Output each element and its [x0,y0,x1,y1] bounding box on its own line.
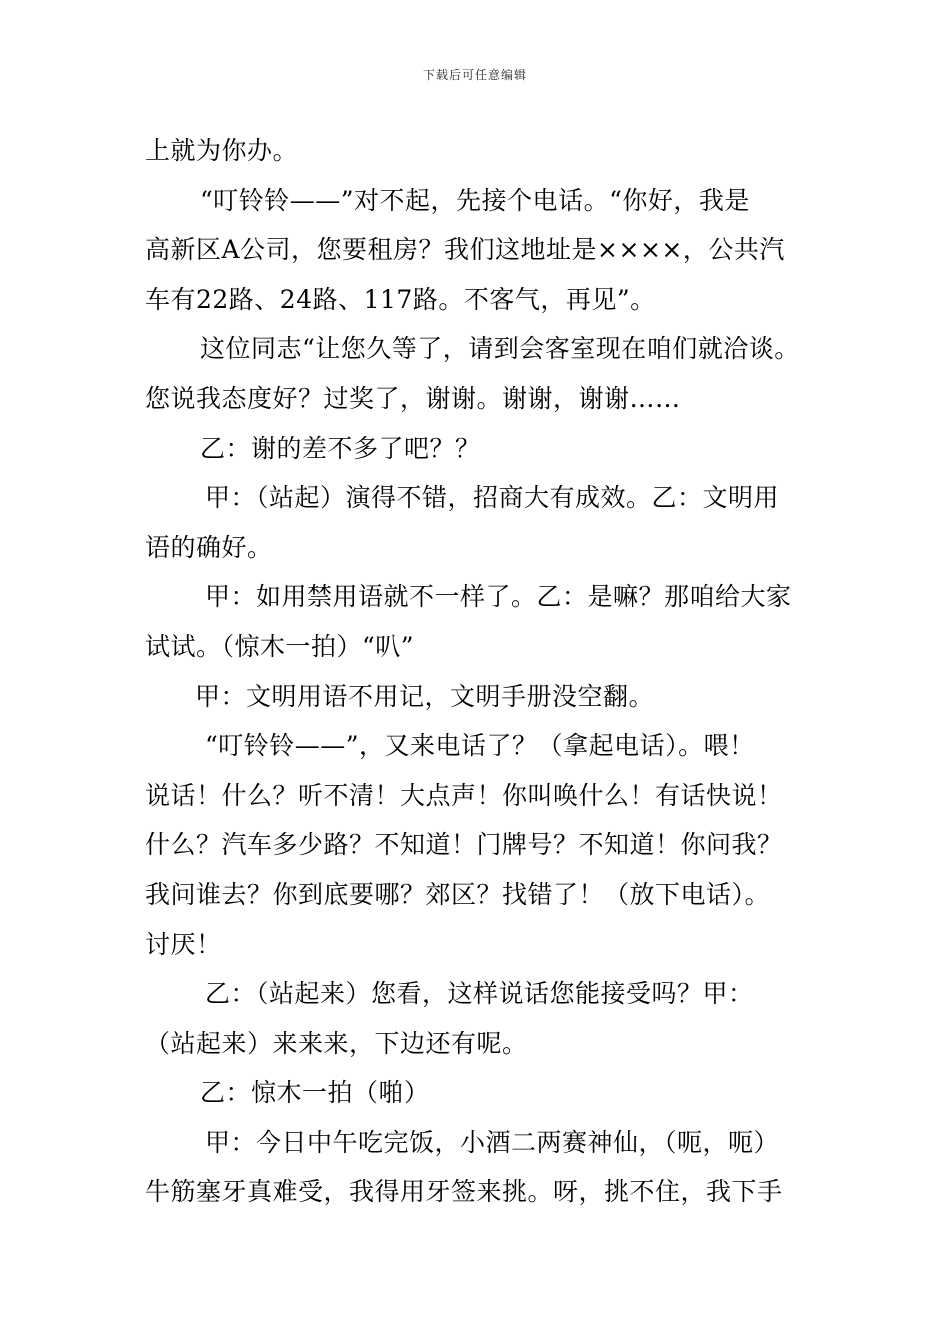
text-line: 语的确好。 [145,532,273,562]
text-line: 高新区A公司，您要租房？我们这地址是××××，公共汽 [145,235,785,265]
text-line: 甲：文明用语不用记，文明手册没空翻。 [195,681,655,711]
text-line: 车有22路、24路、117路。不客气，再见”。 [145,284,656,314]
text-line: 您说我态度好？过奖了，谢谢。谢谢，谢谢…… [145,383,681,413]
text-line: 乙：谢的差不多了吧？？ [200,433,481,463]
text-line: 乙：（站起来）您看，这样说话您能接受吗？甲： [205,979,754,1009]
text-line: 试试。（惊木一拍）“叭” [145,631,415,661]
text-line: （站起来）来来来，下边还有呢。 [145,1028,528,1058]
text-line: 上就为你办。 [145,136,299,165]
text-line: “叮铃铃——”对不起，先接个电话。“你好，我是 [200,185,750,215]
text-line: 我问谁去？你到底要哪？郊区？找错了！（放下电话）。 [145,879,771,909]
text-line: 甲：（站起）演得不错，招商大有成效。乙：文明用 [205,483,780,513]
text-line: 甲：如用禁用语就不一样了。乙：是嘛？那咱给大家 [205,582,792,612]
text-line: “叮铃铃——”，又来电话了？（拿起电话）。喂！ [205,731,755,761]
text-line: 乙：惊木一拍（啪） [200,1078,430,1108]
text-line: 牛筋塞牙真难受，我得用牙签来挑。呀，挑不住，我下手 [145,1177,783,1207]
page-header: 下载后可任意编辑 [422,68,527,82]
document-body [145,126,835,1217]
text-line: 甲：今日中午吃完饭，小酒二两赛神仙，（呃，呃） [205,1127,780,1157]
text-line: 说话！什么？听不清！大点声！你叫唤什么！有话快说！ [145,780,783,810]
text-line: 这位同志“让您久等了，请到会客室现在咱们就洽谈。 [200,334,800,364]
text-line: 什么？汽车多少路？不知道！门牌号？不知道！你问我？ [145,830,783,860]
text-line: 讨厌！ [145,929,222,959]
